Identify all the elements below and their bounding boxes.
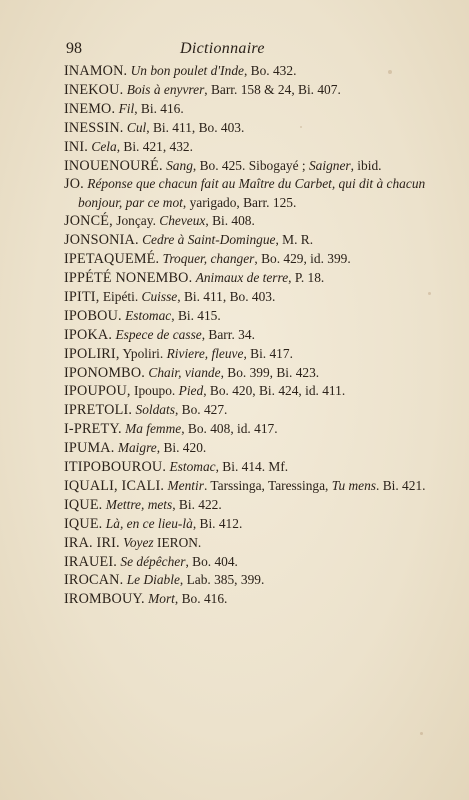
- dictionary-entry: [64, 496, 434, 515]
- entry-reference: , Bi. 421, 432.: [116, 138, 193, 154]
- page-header: [0, 40, 469, 64]
- entry-definition: Se dépêcher: [120, 553, 186, 569]
- entry-definition: Ma femme: [125, 421, 182, 437]
- entry-definition: Tu mens: [331, 477, 377, 493]
- dictionary-entry: [64, 288, 434, 307]
- entry-definition: Cul: [126, 119, 147, 135]
- entry-reference: . Tarssinga, Taressinga,: [203, 477, 332, 493]
- entry-variant: Jonçay.: [116, 213, 160, 229]
- dictionary-entry: [64, 81, 434, 100]
- entry-reference: , Bo. 429, id. 399.: [254, 251, 351, 267]
- entry-definition: Espece de casse: [115, 326, 202, 342]
- entry-reference: , Bi. 415.: [171, 307, 221, 323]
- dictionary-entry: [64, 364, 434, 383]
- entry-definition: Mentir: [167, 477, 204, 493]
- entry-reference: , Bi. 420.: [156, 440, 207, 456]
- entry-definition: Cheveux: [159, 213, 206, 229]
- entry-reference: , Bo. 432.: [243, 63, 297, 78]
- entry-definition: Fil: [118, 100, 135, 116]
- entry-reference: , Bi. 412.: [192, 515, 243, 531]
- entry-headword: IRAUEI.: [64, 553, 118, 570]
- entry-headword: IPOUPOU,: [64, 383, 131, 400]
- dictionary-entry: [64, 326, 434, 345]
- entry-headword: ITIPOBOUROU.: [64, 459, 167, 476]
- entry-reference: . Bi. 421.: [376, 477, 426, 493]
- entry-reference: , Barr. 34.: [201, 326, 255, 342]
- dictionary-entry: [64, 571, 434, 590]
- entry-variant: Eipéti.: [102, 288, 142, 304]
- entry-headword: INAMON.: [64, 63, 128, 79]
- dictionary-entry: [64, 250, 434, 269]
- dictionary-entry: [64, 458, 434, 477]
- dictionary-entry: [64, 157, 434, 176]
- entry-definition: Riviere, fleuve: [166, 345, 244, 361]
- entry-definition: Estomac: [169, 459, 216, 475]
- entry-headword: IROMBOUY.: [64, 591, 145, 608]
- entry-reference: , Bo. 399, Bi. 423.: [220, 364, 320, 380]
- entry-reference: , Bi. 414. Mf.: [215, 459, 289, 475]
- dictionary-entry: [64, 138, 434, 157]
- dictionary-entries: [64, 62, 434, 609]
- dictionary-entry: [64, 307, 434, 326]
- entry-definition: Voyez: [123, 534, 154, 550]
- dictionary-entry: [64, 515, 434, 534]
- entry-variant: Ypoliri.: [122, 345, 167, 361]
- entry-definition: Un bon poulet d'Inde: [130, 63, 244, 78]
- entry-headword: IPUMA.: [64, 440, 115, 457]
- entry-variant: Ipoupo.: [134, 383, 179, 399]
- entry-definition: Estomac: [125, 307, 172, 323]
- entry-headword: JO.: [64, 176, 84, 193]
- entry-headword: JONSONIA.: [64, 232, 139, 249]
- dictionary-entry: [64, 553, 434, 572]
- entry-reference: , yarigado, Barr. 125.: [182, 195, 297, 211]
- entry-headword: IQUE.: [64, 515, 103, 532]
- entry-headword: JONCÉ,: [64, 213, 113, 230]
- page-number: 98: [66, 40, 82, 57]
- entry-headword: I-PRETY.: [64, 421, 122, 438]
- entry-headword: IROCAN.: [64, 572, 124, 589]
- entry-headword: IRA. IRI.: [64, 534, 120, 551]
- dictionary-entry: [64, 212, 434, 231]
- entry-headword: IQUALI, ICALI.: [64, 477, 165, 494]
- entry-reference: , M. R.: [275, 232, 314, 248]
- paper-spot: [420, 732, 423, 735]
- entry-definition: Pied: [178, 383, 204, 399]
- dictionary-entry: [64, 119, 434, 138]
- entry-reference: , Bi. 411, Bo. 403.: [146, 119, 245, 135]
- entry-reference: , Barr. 158 & 24, Bi. 407.: [204, 81, 341, 97]
- entry-headword: INEMO.: [64, 100, 116, 117]
- entry-reference: , P. 18.: [288, 269, 325, 285]
- entry-definition: Troquer, changer: [162, 251, 255, 267]
- entry-headword: IPRETOLI.: [64, 402, 133, 419]
- entry-reference: , Bo. 420, Bi. 424, id. 411.: [203, 383, 346, 399]
- entry-reference: , Bo. 416.: [174, 591, 228, 607]
- entry-headword: IPPÉTÉ NONEMBO.: [64, 269, 193, 286]
- entry-headword: IPOBOU.: [64, 307, 122, 324]
- dictionary-entry: [64, 62, 434, 81]
- entry-definition: Soldats: [135, 402, 175, 418]
- dictionary-entry: [64, 269, 434, 288]
- entry-headword: INESSIN.: [64, 119, 124, 136]
- entry-reference: , Bi. 416.: [134, 100, 184, 116]
- entry-definition: Mettre, mets: [105, 496, 173, 512]
- entry-definition: Sang: [166, 157, 193, 173]
- dictionary-entry: [64, 420, 434, 439]
- dictionary-entry: [64, 382, 434, 401]
- dictionary-entry: [64, 477, 434, 496]
- dictionary-entry: [64, 590, 434, 609]
- entry-reference: , Bi. 422.: [172, 496, 222, 512]
- entry-definition: Réponse que chacun fait au Maître du Carbet, qui dit à chacun bonjour, par ce mot: [78, 176, 426, 211]
- entry-reference: , Bi. 411, Bo. 403.: [177, 288, 276, 304]
- dictionary-entry: [64, 231, 434, 250]
- entry-headword: IPETAQUEMÉ.: [64, 251, 160, 268]
- entry-definition: Bois à enyvrer: [126, 81, 205, 97]
- entry-headword: INI.: [64, 138, 89, 155]
- dictionary-entry: [64, 534, 434, 553]
- entry-reference: , Bo. 425. Sibogayé ;: [192, 157, 309, 173]
- dictionary-entry: [64, 175, 434, 212]
- entry-headword: INOUENOURÉ.: [64, 157, 163, 174]
- entry-headword: IPOKA.: [64, 326, 113, 343]
- entry-definition: Saigner: [308, 157, 351, 173]
- entry-headword: IPOLIRI,: [64, 345, 120, 362]
- entry-definition: Là, en ce lieu-là: [105, 515, 193, 531]
- entry-headword: IPITI,: [64, 288, 100, 305]
- entry-definition: Cela: [91, 138, 117, 154]
- dictionary-entry: [64, 345, 434, 364]
- dictionary-entry: [64, 100, 434, 119]
- entry-reference: , Lab. 385, 399.: [179, 572, 265, 588]
- entry-definition: Mort: [148, 591, 175, 607]
- entry-reference: , Bo. 408, id. 417.: [181, 421, 278, 437]
- entry-definition: Cuisse: [141, 288, 178, 304]
- entry-reference: , Bi. 408.: [205, 213, 255, 229]
- entry-reference: , Bo. 427.: [174, 402, 228, 418]
- entry-definition: Le Diable: [126, 572, 180, 588]
- entry-reference: , Bo. 404.: [185, 553, 238, 569]
- entry-reference: , ibid.: [350, 157, 382, 173]
- entry-definition: Animaux de terre: [195, 269, 289, 285]
- dictionary-entry: [64, 439, 434, 458]
- entry-reference: , Bi. 417.: [243, 345, 293, 361]
- running-title: Dictionnaire: [180, 40, 265, 57]
- entry-definition: Chair, viande: [148, 364, 221, 380]
- entry-reference: IERON.: [153, 534, 202, 550]
- entry-headword: IQUE.: [64, 496, 103, 513]
- entry-definition: Cedre à Saint-Domingue: [142, 232, 276, 248]
- dictionary-entry: [64, 401, 434, 420]
- entry-definition: Maigre: [117, 440, 157, 456]
- entry-headword: IPONOMBO.: [64, 364, 146, 381]
- entry-headword: INEKOU.: [64, 81, 124, 98]
